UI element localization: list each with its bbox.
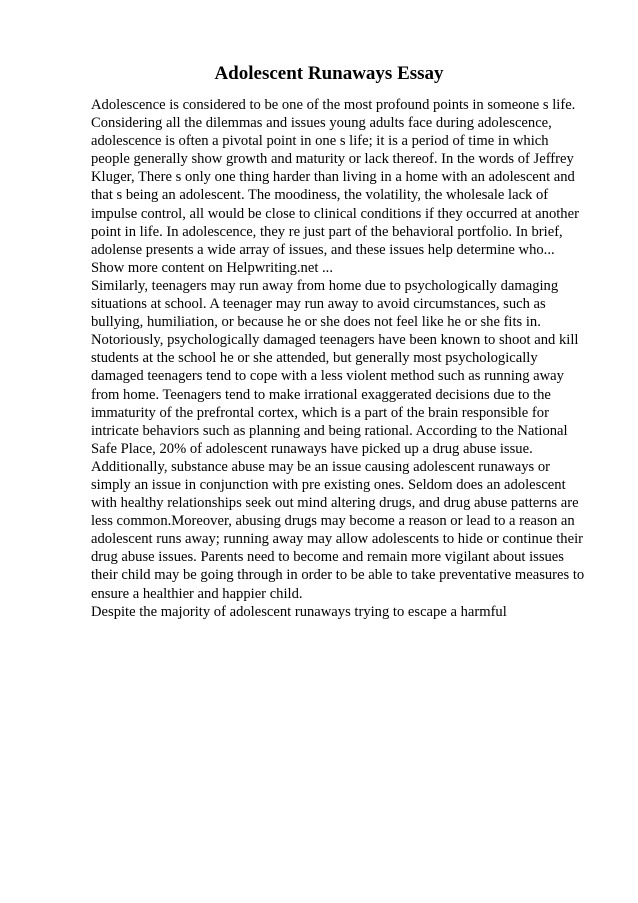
paragraph-2: Similarly, teenagers may run away from home due to psychologically damaging situations at school. A teenager may run away to avoid circumstances, such as bullying, humiliation, or because he or she does not feel like he or she fits in. Notoriously, psychologically damaged teenagers have been known to shoot and kill students at the school he or she attended, but generally most psychologically damaged teenagers tend to cope with a less violent method such as running away from home. Teenagers tend to make irrational exaggerated decisions due to the immaturity of the prefrontal cortex, which is a part of the brain responsible for intricate behaviors such as planning and being rational. According to the National Safe Place, 20% of adolescent runaways have picked up a drug abuse issue. xyxy=(91,277,579,457)
paragraph-3: Additionally, substance abuse may be an issue causing adolescent runaways or simply an issue in conjunction with pre existing ones. Seldom does an adolescent with healthy relationships seek out mind altering drugs, and drug abuse patterns are less common.Moreover, abusing drugs may become a reason or lead to a reason an adolescent runs away; running away may allow adolescents to hide or continue their drug abuse issues. Parents need to become and remain more vigilant about issues their child may be going through in order to be able to take preventative measures to ensure a healthier and happier child. xyxy=(91,458,585,602)
document-title: Adolescent Runaways Essay xyxy=(214,63,444,84)
paragraph-4: Despite the majority of adolescent runaways trying to escape a harmful xyxy=(91,603,507,620)
paragraph-1: Adolescence is considered to be one of the most profound points in someone s life. Considering all the dilemmas and issues young adults face during adolescence, adolescence is often a pivotal point in one s life; it is a period of time in which people generally show growth and maturity or lack thereof. In the words of Jeffrey Kluger, There s only one thing harder than living in a home with an adolescent and that s being an adolescent. The moodiness, the volatility, the wholesale lack of impulse control, all would be close to clinical conditions if they occurred at another point in life. In adolescence, they re just part of the behavioral portfolio. In brief, adolense presents a wide array of issues, and these issues help determine who... Show more content on Helpwriting.net ... xyxy=(91,97,579,276)
document-body xyxy=(91,96,591,621)
